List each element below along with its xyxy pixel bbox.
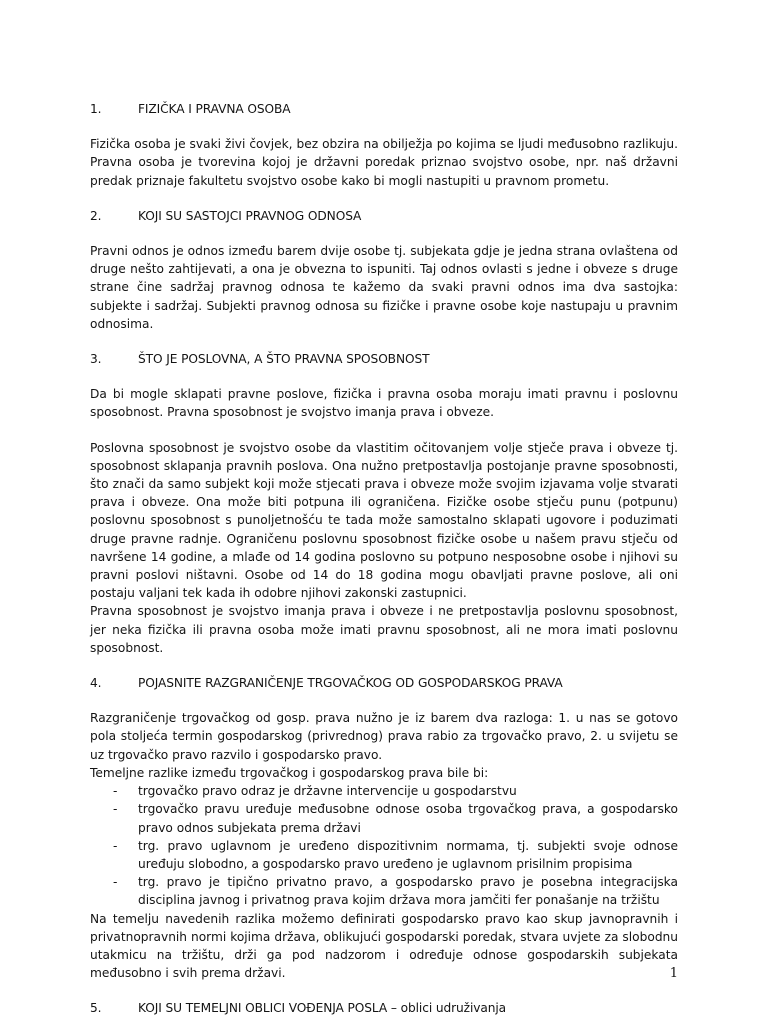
section-3-paragraph: Poslovna sposobnost je svojstvo osobe da vlastitim očitovanjem volje stječe prava i obveze tj. sposobnost sklapanja pravnih poslova. Ona nužno pretpostavlja postojanje pravne sposobnosti, što znači da samo subjekt koji može stjecati prava i obveze može svojim izjavama volje stvarati prava i obveze. Ona može biti potpuna ili ograničena. Fizičke osobe stječu punu (potpunu) poslovnu sposobnost s punoljetnošću te tada može samostalno sklapati ugovore i poduzimati druge pravne radnje. Ograničenu poslovnu sposobnost fizičke osobe u našem pravu stječu od navršene 14 godine, a mlađe od 14 godina poslovno su potpuno nesposobne osobe i njihovi su pravni poslovi ništavni. Osobe od 14 do 18 godina mogu obavljati pravne poslove, ali oni postaju valjani tek kada ih odobre njihovi zakonski zastupnici. — [90, 440, 678, 601]
section-4-heading — [90, 674, 678, 692]
list-item: - trg. pravo uglavnom je uređeno dispozitivnim normama, tj. subjekti svoje odnose uređuju slobodno, a gospodarsko pravo uređeno je uglavnom prisilnim propisima — [138, 837, 678, 873]
section-number: 4. — [90, 676, 102, 691]
list-item: - trgovačko pravo odraz je državne intervencije u gospodarstvu — [138, 782, 678, 800]
section-number: 2. — [90, 208, 102, 223]
section-3-heading — [90, 350, 678, 368]
document-page — [90, 100, 678, 1035]
section-title: ŠTO JE POSLOVNA, A ŠTO PRAVNA SPOSOBNOST — [138, 352, 430, 367]
list-item: - trgovačko pravu uređuje međusobne odnose osoba trgovačkog prava, a gospodarsko pravo odnos subjekata prema državi — [138, 800, 678, 836]
section-1-heading — [90, 100, 678, 118]
section-4-intro: Razgraničenje trgovačkog od gosp. prava nužno je iz barem dva razloga: 1. u nas se gotovo pola stoljeća termin gospodarskog (privrednog) prava rabio za trgovačko pravo, 2. u svijetu se uz trgovačko pravo razvilo i gospodarsko pravo. — [90, 711, 678, 762]
section-5-heading — [90, 999, 678, 1017]
section-number: 5. — [90, 1001, 102, 1016]
section-2-heading — [90, 207, 678, 225]
section-2-paragraph: Pravni odnos je odnos između barem dvije osobe tj. subjekata gdje je jedna strana ovlaštena od druge nešto zahtijevati, a ona je obvezna to ispuniti. Taj odnos ovlasti s jedne i obveze s druge strane čine sadržaj pravnog odnosa te kažemo da svaki pravni odnos ima dva sastojka: subjekte i sadržaj. Subjekti pravnog odnosa su fizičke i pravne osobe koje nastupaju u pravnim odnosima. — [90, 244, 678, 331]
section-title: KOJI SU TEMELJNI OBLICI VOĐENJA POSLA – oblici udruživanja — [138, 1001, 507, 1016]
section-4-outro: Na temelju navedenih razlika možemo definirati gospodarsko pravo kao skup javnopravnih i privatnopravnih normi kojima država, oblikujući gospodarski poredak, stvara uvjete za slobodnu utakmicu na tržištu, drži ga pod nadzorom i određuje odnose gospodarskih subjekata međusobno i svih prema državi. — [90, 911, 678, 981]
section-title: KOJI SU SASTOJCI PRAVNOG ODNOSA — [138, 208, 362, 223]
section-number: 3. — [90, 352, 102, 367]
section-title: POJASNITE RAZGRANIČENJE TRGOVAČKOG OD GOSPODARSKOG PRAVA — [138, 676, 563, 691]
section-4-list-intro: Temeljne razlike između trgovačkog i gospodarskog prava bile bi: — [90, 765, 489, 780]
section-1-paragraph: Fizička osoba je svaki živi čovjek, bez obzira na obilježja po kojima se ljudi međusobno razlikuju. Pravna osoba je tvorevina kojoj je državni poredak priznao svojstvo osobe, npr. naš državni predak priznaje fakultetu svojstvo osobe kako bi mogli nastupiti u pravnom prometu. — [90, 137, 678, 188]
differences-list — [90, 782, 678, 909]
section-title: FIZIČKA I PRAVNA OSOBA — [138, 102, 291, 116]
section-3-paragraph: Da bi mogle sklapati pravne poslove, fizička i pravna osoba moraju imati pravnu i poslovnu sposobnost. Pravna sposobnost je svojstvo imanja prava i obveze. — [90, 387, 678, 420]
list-item: - trg. pravo je tipično privatno pravo, a gospodarsko pravo je posebna integracijska disciplina javnog i privatnog prava kojim država mora jamčiti fer ponašanje na tržištu — [138, 873, 678, 909]
page-number: 1 — [669, 966, 678, 981]
section-number: 1. — [90, 102, 102, 116]
section-3-paragraph: Pravna sposobnost je svojstvo imanja prava i obveze i ne pretpostavlja poslovnu sposobnost, jer neka fizička ili pravna osoba može imati pravnu sposobnost, ali ne mora imati poslovnu sposobnost. — [90, 604, 678, 655]
